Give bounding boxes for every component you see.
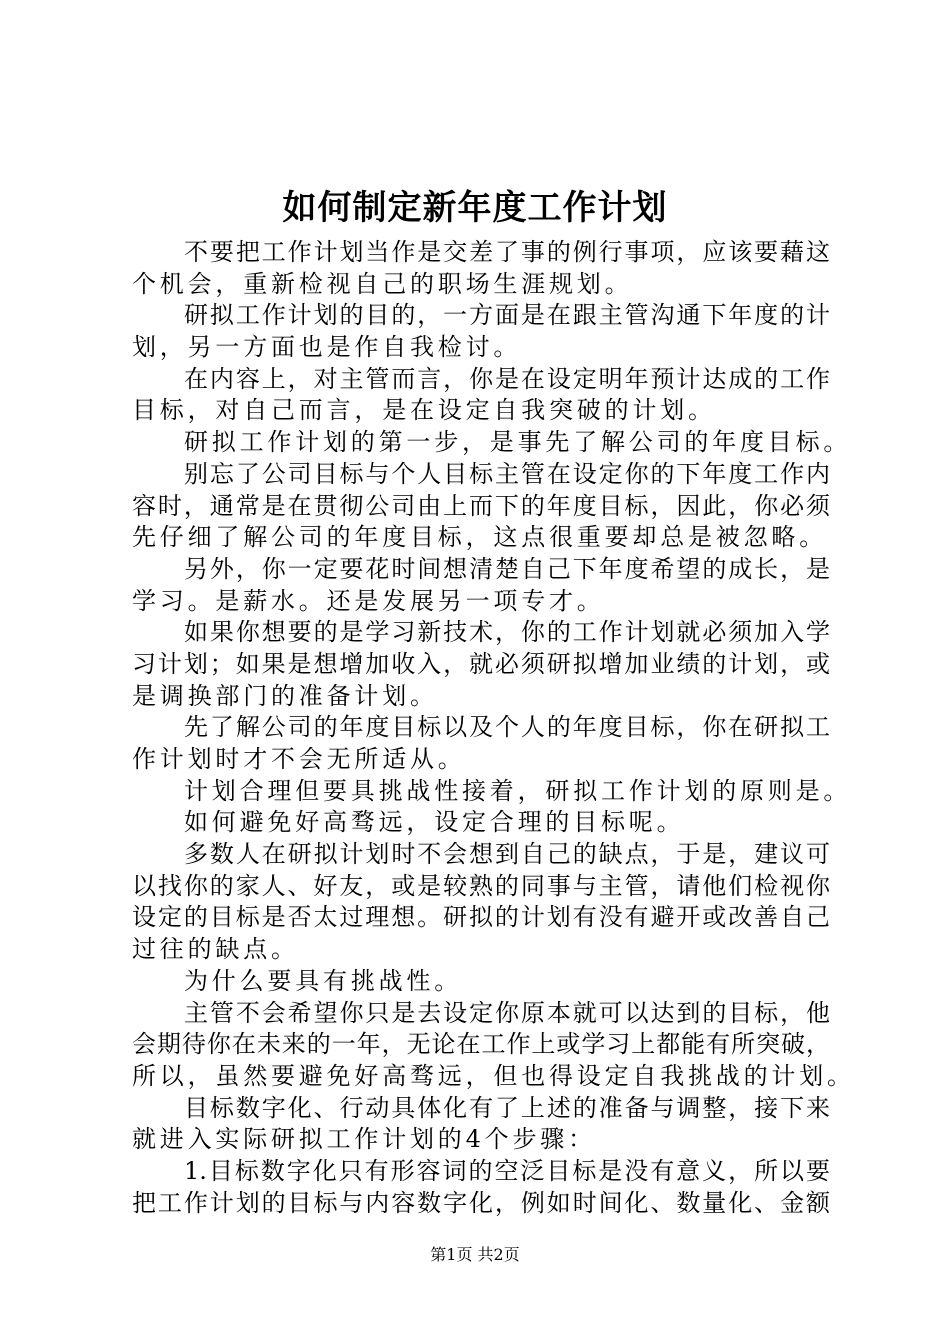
paragraph: [132, 237, 830, 300]
paragraph: [132, 712, 830, 775]
paragraph: [132, 1156, 830, 1219]
paragraph: [132, 776, 852, 808]
paragraph: [132, 459, 830, 554]
text-line: 划，另一方面也是作自我检讨。: [132, 333, 522, 362]
text-line: 是调换部门的准备计划。: [132, 681, 438, 710]
text-line: 以找你的家人、好友，或是较熟的同事与主管，请他们检视你: [132, 871, 830, 900]
text-line: 学习。是薪水。还是发展另一项专才。: [132, 586, 605, 615]
paragraph: [132, 427, 852, 459]
text-line: 习计划；如果是想增加收入，就必须研拟增加业绩的计划，或: [132, 649, 830, 678]
text-line: 在内容上，对主管而言，你是在设定明年预计达成的工作: [184, 364, 830, 393]
paragraph: [132, 554, 830, 617]
text-line: 容时，通常是在贯彻公司由上而下的年度目标，因此，你必须: [132, 491, 830, 520]
document-body: [132, 237, 855, 1219]
paragraph: [132, 966, 830, 998]
text-line: 会期待你在未来的一年，无论在工作上或学习上都能有所突破，: [132, 1030, 830, 1059]
text-line: 先了解公司的年度目标以及个人的年度目标，你在研拟工: [184, 713, 830, 742]
paragraph: [132, 839, 830, 966]
text-line: 作计划时才不会无所适从。: [132, 745, 466, 773]
text-line: 研拟工作计划的目的，一方面是在跟主管沟通下年度的计: [184, 301, 830, 330]
text-line: 1.目标数字化只有形容词的空泛目标是没有意义，所以要: [184, 1156, 830, 1185]
paragraph: [132, 364, 830, 427]
text-line: 研拟工作计划的第一步，是事先了解公司的年度目标。: [184, 428, 852, 457]
text-line: 不要把工作计划当作是交差了事的例行事项，应该要藉这: [184, 238, 830, 266]
page-footer: 第1页 共2页: [430, 1245, 520, 1264]
text-line: 就进入实际研拟工作计划的4个步骤：: [132, 1125, 596, 1154]
text-line: 所以，虽然要避免好高骛远，但也得设定自我挑战的计划。: [132, 1061, 855, 1090]
text-line: 为什么要具有挑战性。: [184, 966, 462, 995]
paragraph: [132, 807, 830, 839]
paragraph: [132, 617, 830, 712]
text-line: 先仔细了解公司的年度目标，这点很重要却总是被忽略。: [132, 523, 827, 552]
paragraph: [132, 300, 830, 363]
text-line: 计划合理但要具挑战性接着，研拟工作计划的原则是。: [184, 776, 852, 805]
text-line: 如何避免好高骛远，设定合理的目标呢。: [184, 808, 685, 837]
text-line: 过往的缺点。: [132, 935, 299, 964]
text-line: 如果你想要的是学习新技术，你的工作计划就必须加入学: [184, 618, 830, 647]
text-line: 目标，对自己而言，是在设定自我突破的计划。: [132, 396, 716, 425]
document-title: 如何制定新年度工作计划: [282, 188, 668, 228]
text-line: 另外，你一定要花时间想清楚自己下年度希望的成长，是: [184, 554, 830, 583]
text-line: 别忘了公司目标与个人目标主管在设定你的下年度工作内: [184, 459, 830, 488]
text-line: 主管不会希望你只是去设定你原本就可以达到的目标，他: [184, 998, 830, 1027]
text-line: 目标数字化、行动具体化有了上述的准备与调整，接下来: [184, 1093, 830, 1122]
paragraph: [132, 1093, 830, 1156]
text-line: 把工作计划的目标与内容数字化，例如时间化、数量化、金额: [132, 1188, 830, 1217]
text-line: 个机会，重新检视自己的职场生涯规划。: [132, 269, 633, 298]
text-line: 多数人在研拟计划时不会想到自己的缺点，于是，建议可: [184, 840, 830, 869]
text-line: 设定的目标是否太过理想。研拟的计划有没有避开或改善自己: [132, 903, 830, 932]
paragraph: [132, 998, 855, 1093]
